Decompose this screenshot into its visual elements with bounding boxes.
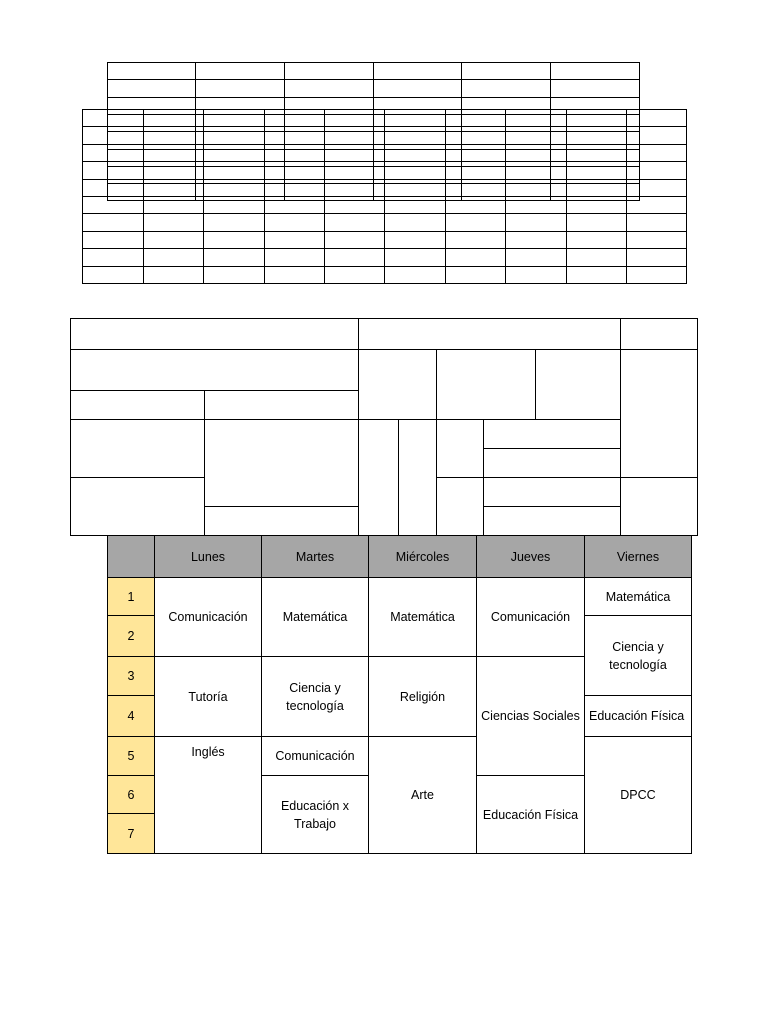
hour-number: 6 xyxy=(108,776,155,814)
merged-line xyxy=(398,419,399,536)
day-header-viernes: Viernes xyxy=(585,536,692,578)
hour-number: 3 xyxy=(108,657,155,696)
merged-line xyxy=(620,318,621,536)
merged-line xyxy=(483,448,620,449)
merged-line xyxy=(358,318,359,536)
day-header-miercoles: Miércoles xyxy=(369,536,477,578)
timetable-corner xyxy=(108,536,155,578)
class-timetable xyxy=(107,535,692,854)
class-cell: Ciencia y tecnología xyxy=(585,616,692,696)
hour-number: 2 xyxy=(108,616,155,657)
class-cell: Matemática xyxy=(585,578,692,616)
merged-line xyxy=(436,477,620,478)
merged-line xyxy=(70,477,204,478)
class-cell: Comunicación xyxy=(262,737,369,776)
class-cell: Religión xyxy=(369,657,477,737)
hour-number: 7 xyxy=(108,814,155,854)
class-cell: Comunicación xyxy=(477,578,585,657)
merged-line xyxy=(483,506,620,507)
hour-number: 1 xyxy=(108,578,155,616)
merged-line xyxy=(204,390,205,536)
timetable-row xyxy=(108,737,692,776)
class-cell: Comunicación xyxy=(155,578,262,657)
day-header-lunes: Lunes xyxy=(155,536,262,578)
grid-a-col-line xyxy=(284,62,285,201)
class-cell: Educación x Trabajo xyxy=(262,776,369,854)
class-cell: Matemática xyxy=(262,578,369,657)
class-cell: Educación Física xyxy=(585,696,692,737)
class-cell: Tutoría xyxy=(155,657,262,737)
timetable-header-row xyxy=(108,536,692,578)
merged-line xyxy=(70,349,698,350)
grid-a-col-line xyxy=(373,62,374,201)
class-cell: Educación Física xyxy=(477,776,585,854)
class-cell: Inglés xyxy=(155,737,262,854)
timetable-row xyxy=(108,578,692,616)
merged-line xyxy=(204,506,358,507)
merged-line xyxy=(436,349,437,536)
merged-line xyxy=(70,419,358,420)
merged-line xyxy=(620,477,698,478)
hour-number: 5 xyxy=(108,737,155,776)
class-cell: Ciencia y tecnología xyxy=(262,657,369,737)
class-cell: Matemática xyxy=(369,578,477,657)
class-cell: DPCC xyxy=(585,737,692,854)
grid-a-col-line xyxy=(461,62,462,201)
hour-number: 4 xyxy=(108,696,155,737)
class-cell: Ciencias Sociales xyxy=(477,657,585,776)
merged-line xyxy=(70,390,358,391)
merged-line xyxy=(535,349,536,419)
grid-a-col-line xyxy=(195,62,196,201)
day-header-jueves: Jueves xyxy=(477,536,585,578)
class-cell: Arte xyxy=(369,737,477,854)
day-header-martes: Martes xyxy=(262,536,369,578)
merged-table-frame xyxy=(70,318,698,536)
grid-a-col-line xyxy=(550,62,551,201)
